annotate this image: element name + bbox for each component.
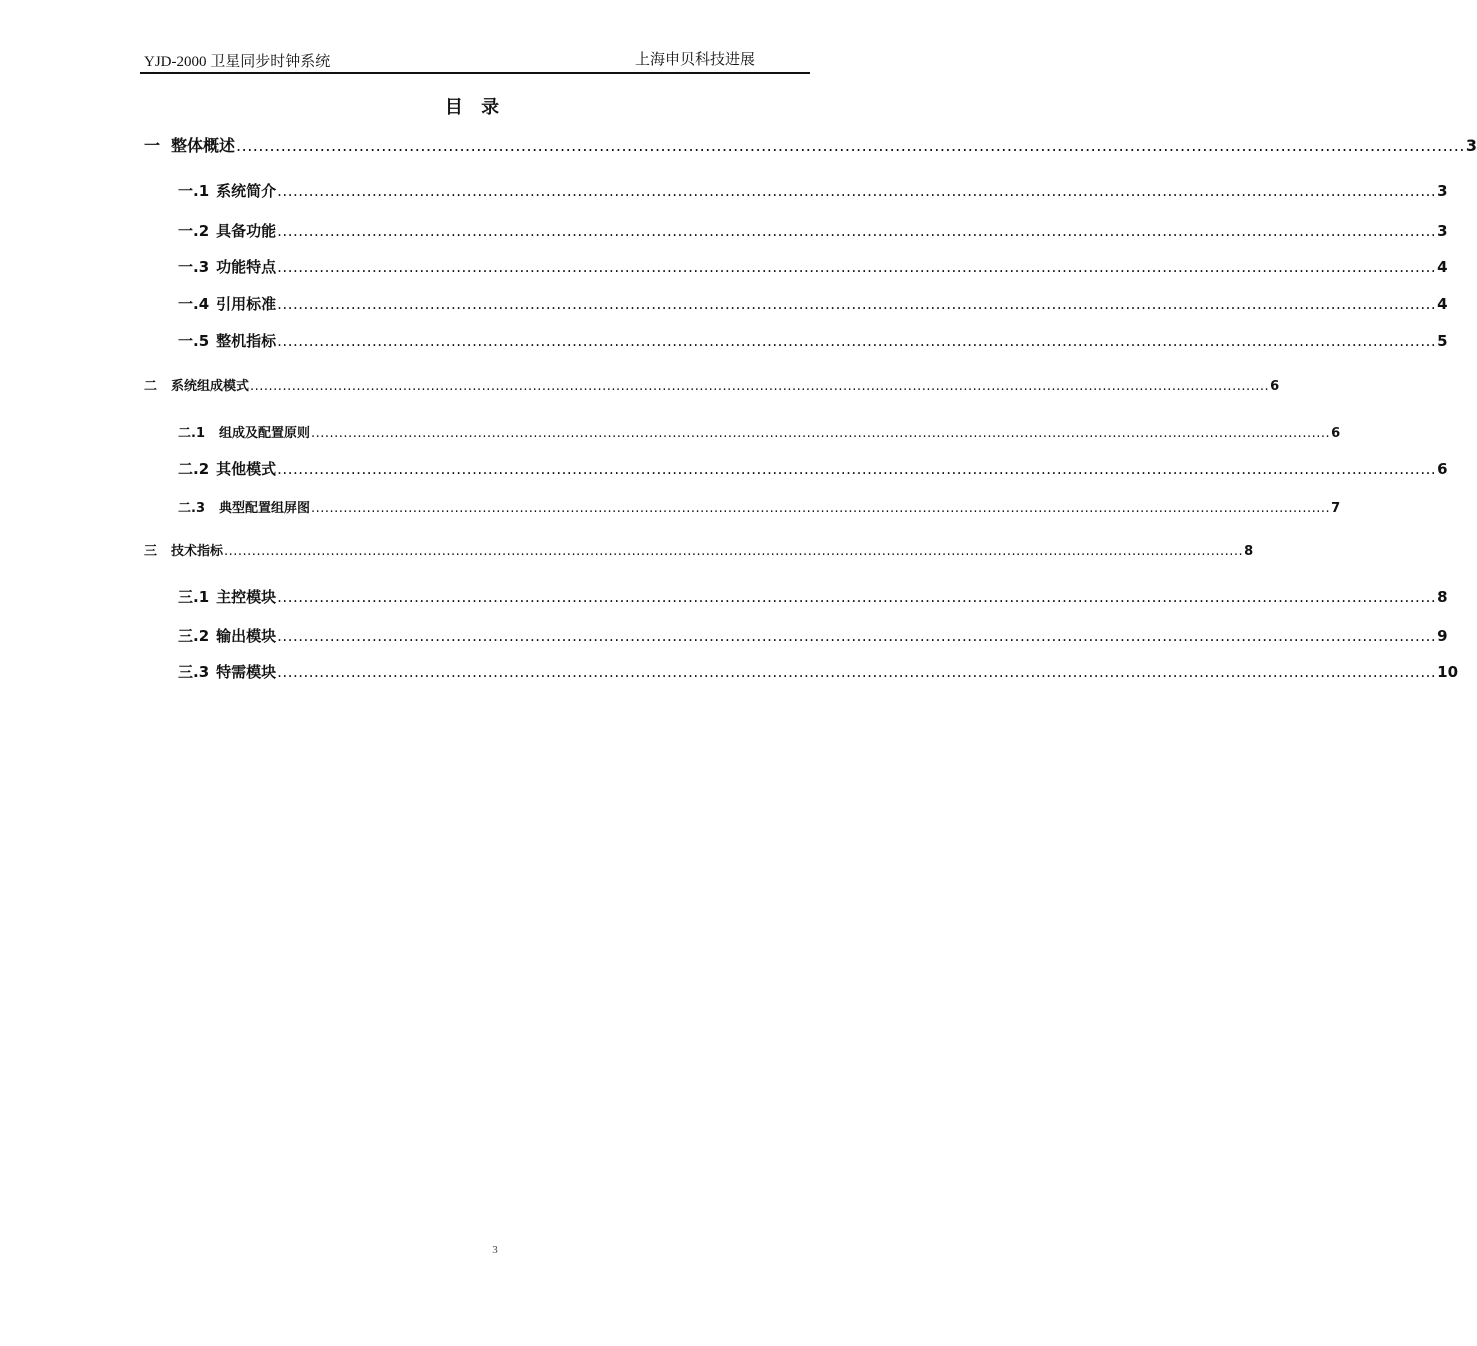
toc-entry-label: 整机指标 — [216, 332, 277, 350]
toc-entry-section-1-4[interactable] — [178, 294, 1448, 314]
toc-entry-label: 系统简介 — [216, 182, 277, 200]
toc-entry-number: 三.3 — [178, 663, 210, 681]
dot-leader: ............................................................................................................................................................................................................................ — [311, 426, 1331, 441]
toc-entry-page: 4 — [1437, 295, 1448, 313]
toc-entry-section-1-2[interactable] — [178, 221, 1448, 241]
dot-leader: ............................................................................................................................................................................................................................ — [277, 222, 1437, 240]
toc-entry-section-1-1[interactable] — [178, 181, 1448, 201]
toc-entry-number: 二 — [144, 379, 158, 394]
toc-entry-section-3-2[interactable] — [178, 626, 1448, 646]
toc-entry-label: 功能特点 — [216, 258, 277, 276]
dot-leader: ............................................................................................................................................................................................................................ — [277, 182, 1437, 200]
toc-entry-number: 一.2 — [178, 222, 210, 240]
toc-entry-number: 一.1 — [178, 182, 210, 200]
toc-entry-page: 4 — [1437, 258, 1448, 276]
toc-entry-page: 7 — [1331, 501, 1341, 516]
toc-entry-page: 9 — [1437, 627, 1448, 645]
toc-entry-label: 输出模块 — [216, 627, 277, 645]
toc-entry-section-1-3[interactable] — [178, 257, 1448, 277]
dot-leader: ............................................................................................................................................................................................................................ — [277, 627, 1437, 645]
toc-entry-label: 组成及配置原则 — [218, 426, 310, 441]
toc-entry-section-1-5[interactable] — [178, 331, 1448, 351]
toc-entry-section-3-1[interactable] — [178, 587, 1448, 607]
dot-leader: ............................................................................................................................................................................................................................ — [277, 588, 1437, 606]
toc-entry-label: 主控模块 — [216, 588, 277, 606]
toc-entry-section-3-3[interactable] — [178, 662, 1459, 682]
toc-entry-section-3[interactable] — [144, 542, 1254, 562]
dot-leader: ............................................................................................................................................................................................................................ — [250, 379, 1270, 394]
toc-entry-page: 8 — [1244, 544, 1254, 559]
dot-leader: ............................................................................................................................................................................................................................ — [224, 544, 1244, 559]
toc-entry-number: 三.2 — [178, 627, 210, 645]
toc-entry-number: 三.1 — [178, 588, 210, 606]
page-header — [140, 46, 810, 74]
toc-entry-number: 一 — [144, 136, 161, 155]
toc-entry-section-2-2[interactable] — [178, 459, 1448, 479]
header-company-name: 上海申贝科技进展 — [635, 52, 756, 68]
toc-entry-label: 技术指标 — [171, 544, 224, 559]
dot-leader: ............................................................................................................................................................................................................................ — [311, 501, 1331, 516]
toc-entry-page: 3 — [1465, 136, 1477, 155]
toc-entry-number: 一.3 — [178, 258, 210, 276]
toc-entry-page: 10 — [1437, 663, 1459, 681]
toc-entry-number: 一.4 — [178, 295, 210, 313]
toc-entry-label: 系统组成模式 — [171, 379, 250, 394]
toc-entry-section-1[interactable] — [144, 136, 1477, 156]
toc-entry-page: 6 — [1270, 379, 1280, 394]
toc-entry-section-2[interactable] — [144, 377, 1280, 397]
toc-entry-section-2-3[interactable] — [178, 499, 1341, 519]
toc-entry-label: 其他模式 — [216, 460, 277, 478]
toc-entry-number: 二.2 — [178, 460, 210, 478]
toc-entry-label: 整体概述 — [171, 136, 236, 155]
dot-leader: ............................................................................................................................................................................................................................ — [277, 295, 1437, 313]
dot-leader: ............................................................................................................................................................................................................................ — [277, 663, 1437, 681]
toc-entry-page: 3 — [1437, 222, 1448, 240]
toc-title: 目 录 — [444, 97, 506, 118]
toc-entry-page: 5 — [1437, 332, 1448, 350]
toc-entry-section-2-1[interactable] — [178, 424, 1341, 444]
toc-entry-page: 6 — [1437, 460, 1448, 478]
dot-leader: ............................................................................................................................................................................................................................ — [277, 460, 1437, 478]
toc-entry-label: 典型配置组屏图 — [218, 501, 310, 516]
header-document-title: YJD-2000 卫星同步时钟系统 — [144, 54, 331, 70]
page-number: 3 — [492, 1244, 498, 1256]
toc-entry-label: 具备功能 — [216, 222, 277, 240]
toc-entry-label: 引用标准 — [216, 295, 277, 313]
toc-entry-page: 3 — [1437, 182, 1448, 200]
toc-entry-page: 8 — [1437, 588, 1448, 606]
toc-entry-label: 特需模块 — [216, 663, 277, 681]
dot-leader: ............................................................................................................................................................................................................................ — [236, 136, 1465, 155]
toc-entry-number: 一.5 — [178, 332, 210, 350]
toc-entry-number: 二.3 — [178, 501, 205, 516]
toc-entry-page: 6 — [1331, 426, 1341, 441]
dot-leader: ............................................................................................................................................................................................................................ — [277, 332, 1437, 350]
toc-entry-number: 三 — [144, 544, 158, 559]
dot-leader: ............................................................................................................................................................................................................................ — [277, 258, 1437, 276]
toc-entry-number: 二.1 — [178, 426, 205, 441]
